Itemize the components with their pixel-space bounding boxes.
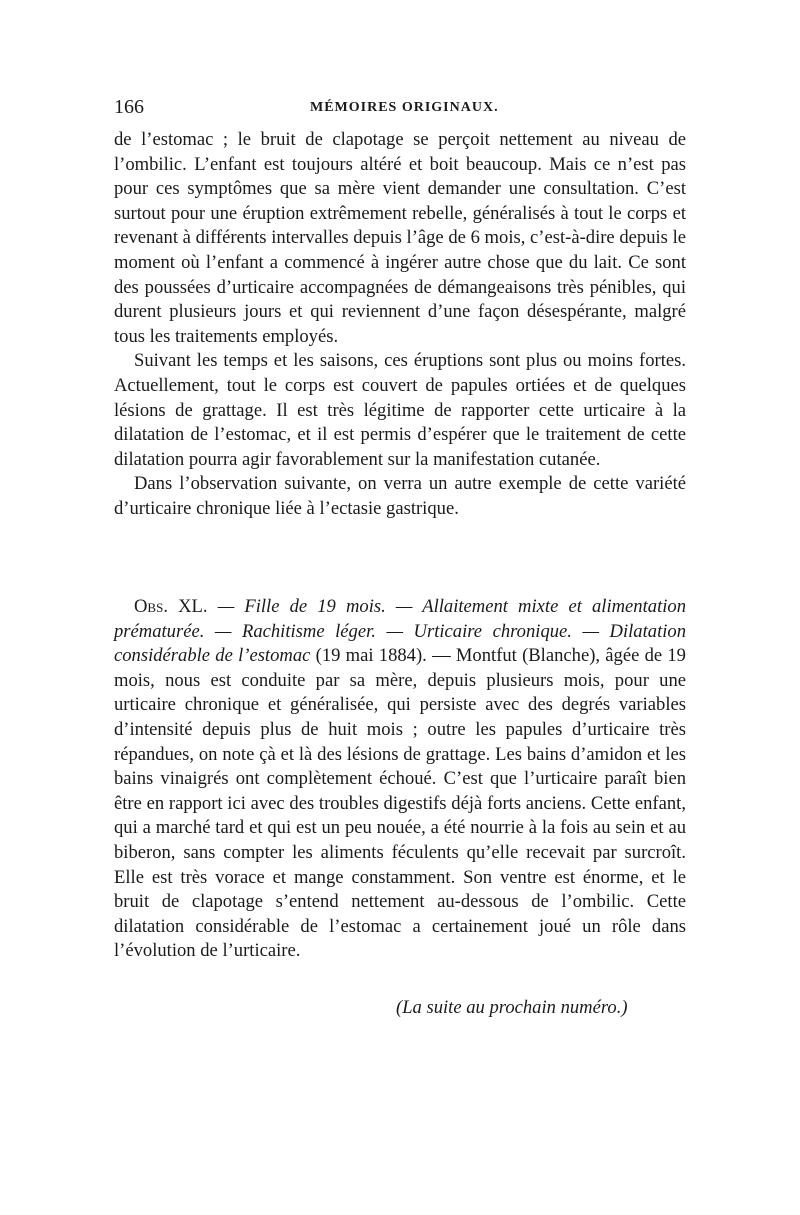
observation-label: Obs. XL. xyxy=(134,596,208,617)
page-header xyxy=(114,96,674,122)
observation-date: (19 mai 1884). xyxy=(315,645,427,667)
page-number: 166 xyxy=(114,96,144,118)
continuation-note xyxy=(396,997,628,1019)
observation-title: — Fille de 19 mois. — Allaitement mixte et alimentation prématurée. — Rachitisme léger. — Urticaire chronique. — Dilatation considérable de l’estomac xyxy=(114,596,686,667)
paragraph: Dans l’observation suivante, on verra un autre exemple de cette variété d’urticaire chronique liée à l’ectasie gastrique. xyxy=(114,473,686,519)
observation-text: — Montfut (Blanche), âgée de 19 mois, nous est conduite par sa mère, depuis plusieurs mois, pour une urticaire chronique et généralisée, qui persiste avec des degrés variables d’intensité depuis plus de huit mois ; outre les papules d’urticaire très répandues, on note çà et là des lésions de grattage. Les bains d’amidon et les bains vinaigrés ont complètement échoué. C’est que l’urticaire paraît bien être en rapport ici avec des troubles digestifs déjà forts anciens. Cette enfant, qui a marché tard et qui est un peu nouée, a été nourrie à la fois au sein et au biberon, sans compter les aliments féculents qu’elle recevait par surcroît. Elle est très vorace et mange constamment. Son ventre est énorme, et le bruit de clapotage s’entend nettement au-dessous de l’ombilic. Cette dilatation considérable de l’estomac a certainement joué un rôle dans l’évolution de l’urticaire. xyxy=(114,645,686,962)
observation-section xyxy=(114,595,686,964)
body-text xyxy=(114,128,686,522)
continuation-text: (La suite au prochain numéro.) xyxy=(396,997,628,1018)
observation-paragraph xyxy=(114,595,686,964)
paragraph: de l’estomac ; le bruit de clapotage se perçoit nettement au niveau de l’ombilic. L’enfant est toujours altéré et boit beaucoup. Mais ce n’est pas pour ces symptômes que sa mère vient demander une consultation. C’est surtout pour une éruption extrêmement rebelle, généralisés à tout le corps et revenant à différents intervalles depuis l’âge de 6 mois, c’est-à-dire depuis le moment où l’enfant a commencé à ingérer autre chose que du lait. Ce sont des poussées d’urticaire accompagnées de démangeaisons très pénibles, qui durent plusieurs jours et qui reviennent d’une façon désespérante, malgré tous les traitements employés. xyxy=(114,129,686,347)
running-title: MÉMOIRES ORIGINAUX. xyxy=(310,100,499,115)
paragraph: Suivant les temps et les saisons, ces éruptions sont plus ou moins fortes. Actuellement, tout le corps est couvert de papules ortiées et de quelques lésions de grattage. Il est très légitime de rapporter cette urticaire à la dilatation de l’estomac, et il est permis d’espérer que le traitement de cette dilatation pourra agir favorablement sur la manifestation cutanée. xyxy=(114,350,686,470)
